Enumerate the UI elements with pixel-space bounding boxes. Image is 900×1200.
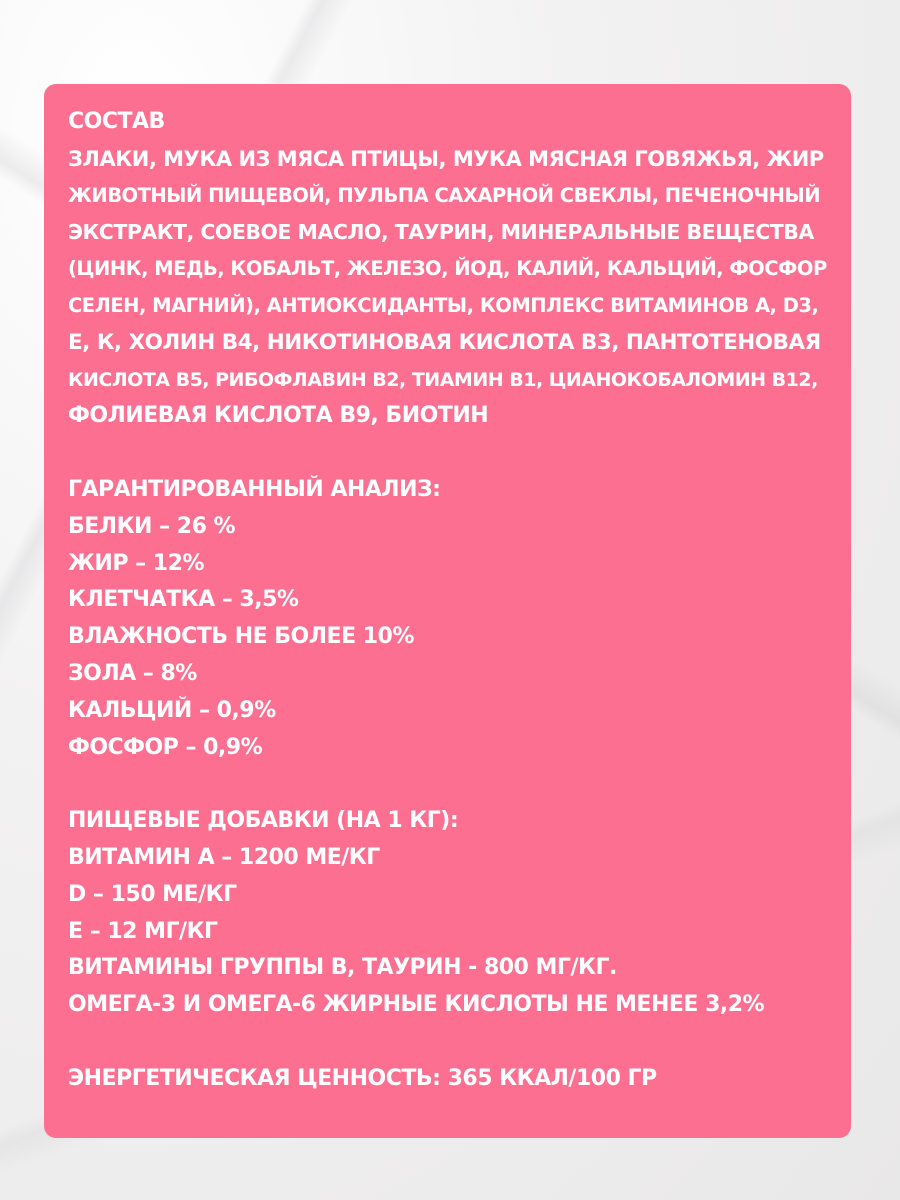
additives-item: D – 150 МЕ/КГ [68,881,237,907]
section-spacer [68,766,831,803]
analysis-item: ВЛАЖНОСТЬ НЕ БОЛЕЕ 10% [68,624,414,650]
additives-item: Е – 12 МГ/КГ [68,918,218,944]
composition-line: (ЦИНК, МЕДЬ, КОБАЛЬТ, ЖЕЛЕЗО, ЙОД, КАЛИЙ, КАЛЬЦИЙ, ФОСФОР [68,257,827,281]
composition-line: КИСЛОТА В5, РИБОФЛАВИН В2, ТИАМИН В1, ЦИАНОКОБАЛОМИН В12, [68,368,818,391]
analysis-item: БЕЛКИ – 26 % [68,513,236,539]
composition-card [44,84,851,1138]
analysis-item: ЖИР – 12% [68,550,204,576]
composition-line: ФОЛИЕВАЯ КИСЛОТА В9, БИОТИН [68,403,489,429]
analysis-title: ГАРАНТИРОВАННЫЙ АНАЛИЗ: [68,476,441,502]
composition-line: Е, К, ХОЛИН В4, НИКОТИНОВАЯ КИСЛОТА В3, ПАНТОТЕНОВАЯ [68,329,821,355]
analysis-item: ЗОЛА – 8% [68,660,197,686]
composition-title: СОСТАВ [68,109,165,134]
composition-line: ЖИВОТНЫЙ ПИЩЕВОЙ, ПУЛЬПА САХАРНОЙ СВЕКЛЫ, ПЕЧЕНОЧНЫЙ [68,183,821,207]
section-spacer [68,1024,831,1061]
section-spacer [68,435,831,472]
additives-item: ОМЕГА-3 И ОМЕГА-6 ЖИРНЫЕ КИСЛОТЫ НЕ МЕНЕЕ 3,2% [68,992,765,1018]
composition-line: ЗЛАКИ, МУКА ИЗ МЯСА ПТИЦЫ, МУКА МЯСНАЯ ГОВЯЖЬЯ, ЖИР [68,146,824,171]
energy-value: ЭНЕРГЕТИЧЕСКАЯ ЦЕННОСТЬ: 365 ККАЛ/100 ГР [68,1065,657,1091]
analysis-item: КЛЕТЧАТКА – 3,5% [68,587,299,613]
additives-item: ВИТАМИН А – 1200 МЕ/КГ [68,844,380,870]
additives-title: ПИЩЕВЫЕ ДОБАВКИ (НА 1 КГ): [68,808,459,834]
analysis-item: КАЛЬЦИЙ – 0,9% [68,697,276,723]
additives-item: ВИТАМИНЫ ГРУППЫ В, ТАУРИН - 800 МГ/КГ. [68,955,617,981]
composition-line: СЕЛЕН, МАГНИЙ), АНТИОКСИДАНТЫ, КОМПЛЕКС ВИТАМИНОВ А, D3, [68,293,819,317]
analysis-item: ФОСФОР – 0,9% [68,734,263,760]
composition-line: ЭКСТРАКТ, СОЕВОЕ МАСЛО, ТАУРИН, МИНЕРАЛЬНЫЕ ВЕЩЕСТВА [68,220,814,245]
